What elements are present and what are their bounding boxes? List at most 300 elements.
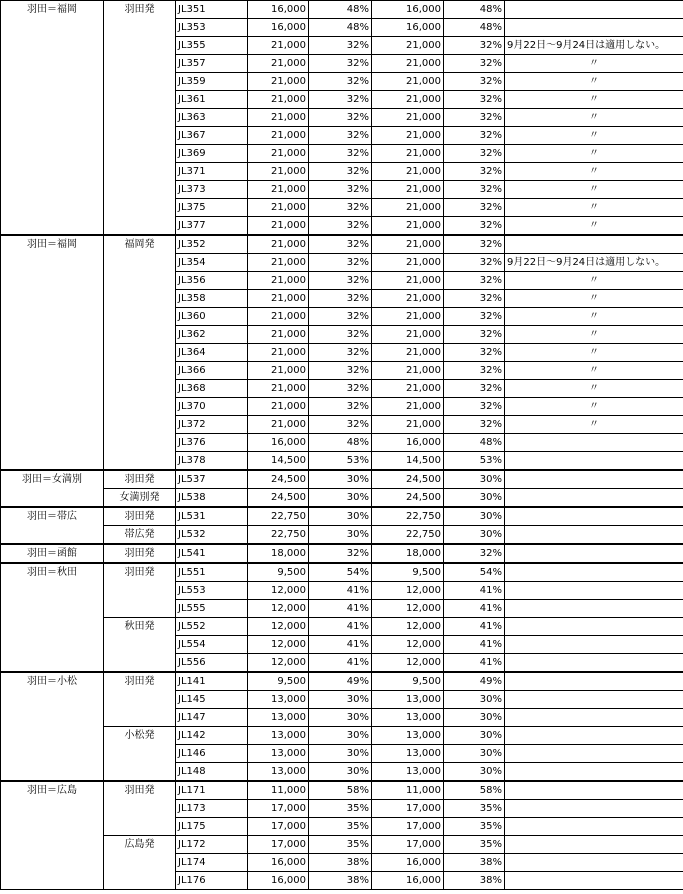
fare-cell: 17,000 [248, 836, 309, 854]
discount-rate-cell: 48% [309, 19, 372, 37]
discount-rate-cell: 32% [444, 199, 505, 217]
fare-cell: 21,000 [248, 217, 309, 236]
fare-cell: 21,000 [248, 416, 309, 434]
fare-cell: 21,000 [372, 272, 444, 290]
fare-cell: 21,000 [248, 55, 309, 73]
fare-cell: 21,000 [248, 235, 309, 254]
route-cell: 羽田＝秋田 [1, 563, 104, 672]
discount-rate-cell: 30% [309, 709, 372, 727]
flight-number-cell: JL551 [176, 563, 248, 582]
note-cell: 〃 [505, 199, 683, 217]
route-cell: 羽田＝女満別 [1, 470, 104, 507]
fare-cell: 21,000 [372, 127, 444, 145]
fare-cell: 16,000 [372, 1, 444, 19]
fare-cell: 24,500 [248, 489, 309, 508]
note-cell: 〃 [505, 109, 683, 127]
flight-number-cell: JL552 [176, 618, 248, 636]
fare-cell: 21,000 [372, 109, 444, 127]
discount-rate-cell: 48% [444, 19, 505, 37]
flight-number-cell: JL553 [176, 582, 248, 600]
discount-rate-cell: 32% [309, 544, 372, 563]
fare-cell: 13,000 [248, 745, 309, 763]
discount-rate-cell: 41% [309, 636, 372, 654]
discount-rate-cell: 32% [444, 145, 505, 163]
discount-rate-cell: 32% [444, 272, 505, 290]
fare-cell: 13,000 [248, 727, 309, 745]
note-cell: 〃 [505, 326, 683, 344]
discount-rate-cell: 32% [309, 290, 372, 308]
note-cell [505, 1, 683, 19]
note-cell [505, 600, 683, 618]
fare-cell: 17,000 [248, 800, 309, 818]
route-cell: 羽田＝福岡 [1, 1, 104, 236]
discount-rate-cell: 53% [309, 452, 372, 471]
discount-rate-cell: 48% [309, 1, 372, 19]
table-row [1, 544, 683, 563]
flight-number-cell: JL146 [176, 745, 248, 763]
discount-rate-cell: 32% [309, 398, 372, 416]
note-cell [505, 489, 683, 508]
fare-cell: 22,750 [372, 507, 444, 526]
note-cell: 〃 [505, 308, 683, 326]
route-cell: 羽田＝帯広 [1, 507, 104, 544]
fare-cell: 18,000 [372, 544, 444, 563]
fare-cell: 21,000 [248, 127, 309, 145]
fare-cell: 21,000 [372, 163, 444, 181]
discount-rate-cell: 32% [444, 380, 505, 398]
note-cell [505, 582, 683, 600]
fare-cell: 21,000 [372, 326, 444, 344]
fare-cell: 13,000 [372, 727, 444, 745]
flight-number-cell: JL142 [176, 727, 248, 745]
flight-number-cell: JL175 [176, 818, 248, 836]
flight-number-cell: JL173 [176, 800, 248, 818]
discount-rate-cell: 30% [444, 526, 505, 545]
discount-rate-cell: 32% [444, 254, 505, 272]
fare-cell: 21,000 [372, 199, 444, 217]
fare-cell: 21,000 [248, 272, 309, 290]
discount-rate-cell: 32% [309, 109, 372, 127]
note-cell [505, 618, 683, 636]
fare-cell: 11,000 [372, 781, 444, 800]
note-cell: 9月22日～9月24日は適用しない。 [505, 254, 683, 272]
flight-number-cell: JL352 [176, 235, 248, 254]
discount-rate-cell: 32% [309, 217, 372, 236]
flight-number-cell: JL370 [176, 398, 248, 416]
flight-number-cell: JL371 [176, 163, 248, 181]
fare-cell: 16,000 [248, 1, 309, 19]
discount-rate-cell: 41% [444, 582, 505, 600]
flight-number-cell: JL145 [176, 691, 248, 709]
direction-cell: 福岡発 [104, 235, 176, 470]
discount-rate-cell: 58% [444, 781, 505, 800]
fare-cell: 16,000 [372, 854, 444, 872]
fare-cell: 21,000 [372, 73, 444, 91]
note-cell [505, 818, 683, 836]
direction-cell: 秋田発 [104, 618, 176, 673]
fare-cell: 21,000 [372, 254, 444, 272]
discount-rate-cell: 32% [444, 127, 505, 145]
fare-cell: 12,000 [248, 600, 309, 618]
fare-cell: 21,000 [372, 344, 444, 362]
fare-cell: 9,500 [248, 672, 309, 691]
flight-number-cell: JL356 [176, 272, 248, 290]
table-row [1, 781, 683, 800]
fare-cell: 21,000 [248, 398, 309, 416]
discount-rate-cell: 32% [309, 416, 372, 434]
discount-rate-cell: 32% [444, 544, 505, 563]
fare-cell: 21,000 [248, 73, 309, 91]
fare-cell: 21,000 [248, 308, 309, 326]
flight-number-cell: JL359 [176, 73, 248, 91]
route-cell: 羽田＝小松 [1, 672, 104, 781]
discount-rate-cell: 30% [309, 507, 372, 526]
note-cell [505, 836, 683, 854]
note-cell: 〃 [505, 416, 683, 434]
discount-rate-cell: 32% [444, 362, 505, 380]
note-cell: 〃 [505, 344, 683, 362]
discount-rate-cell: 32% [309, 380, 372, 398]
flight-number-cell: JL361 [176, 91, 248, 109]
flight-number-cell: JL377 [176, 217, 248, 236]
discount-rate-cell: 49% [309, 672, 372, 691]
table-row [1, 526, 683, 545]
fare-cell: 12,000 [372, 618, 444, 636]
discount-rate-cell: 30% [309, 470, 372, 489]
fare-cell: 21,000 [372, 362, 444, 380]
table-row [1, 836, 683, 854]
flight-number-cell: JL369 [176, 145, 248, 163]
discount-rate-cell: 32% [444, 109, 505, 127]
fare-cell: 21,000 [372, 217, 444, 236]
direction-cell: 広島発 [104, 836, 176, 890]
discount-rate-cell: 32% [444, 73, 505, 91]
flight-number-cell: JL554 [176, 636, 248, 654]
note-cell [505, 544, 683, 563]
discount-rate-cell: 38% [444, 872, 505, 890]
discount-rate-cell: 32% [309, 163, 372, 181]
discount-rate-cell: 32% [309, 272, 372, 290]
discount-rate-cell: 41% [444, 618, 505, 636]
note-cell: 〃 [505, 163, 683, 181]
discount-rate-cell: 32% [309, 308, 372, 326]
fare-cell: 16,000 [248, 854, 309, 872]
flight-number-cell: JL555 [176, 600, 248, 618]
fare-cell: 21,000 [248, 254, 309, 272]
fare-cell: 13,000 [372, 709, 444, 727]
flight-number-cell: JL353 [176, 19, 248, 37]
table-row [1, 470, 683, 489]
note-cell [505, 654, 683, 673]
note-cell [505, 672, 683, 691]
discount-rate-cell: 48% [444, 434, 505, 452]
discount-rate-cell: 32% [309, 181, 372, 199]
note-cell: 〃 [505, 272, 683, 290]
fare-table-body [1, 1, 683, 890]
flight-number-cell: JL141 [176, 672, 248, 691]
fare-cell: 21,000 [248, 362, 309, 380]
flight-number-cell: JL357 [176, 55, 248, 73]
discount-rate-cell: 41% [444, 636, 505, 654]
fare-cell: 21,000 [248, 199, 309, 217]
note-cell: 〃 [505, 181, 683, 199]
fare-cell: 13,000 [372, 763, 444, 782]
note-cell [505, 727, 683, 745]
discount-rate-cell: 32% [444, 37, 505, 55]
discount-rate-cell: 58% [309, 781, 372, 800]
discount-rate-cell: 32% [444, 308, 505, 326]
note-cell: 〃 [505, 55, 683, 73]
fare-cell: 21,000 [248, 163, 309, 181]
flight-number-cell: JL148 [176, 763, 248, 782]
discount-rate-cell: 32% [309, 254, 372, 272]
flight-number-cell: JL363 [176, 109, 248, 127]
discount-rate-cell: 32% [309, 235, 372, 254]
fare-cell: 17,000 [372, 800, 444, 818]
discount-rate-cell: 30% [444, 507, 505, 526]
note-cell [505, 854, 683, 872]
discount-rate-cell: 30% [309, 763, 372, 782]
note-cell: 〃 [505, 145, 683, 163]
flight-number-cell: JL373 [176, 181, 248, 199]
fare-cell: 21,000 [372, 145, 444, 163]
discount-rate-cell: 32% [444, 181, 505, 199]
discount-rate-cell: 53% [444, 452, 505, 471]
flight-number-cell: JL147 [176, 709, 248, 727]
fare-cell: 21,000 [248, 326, 309, 344]
note-cell: 〃 [505, 290, 683, 308]
direction-cell: 女満別発 [104, 489, 176, 508]
discount-rate-cell: 41% [309, 618, 372, 636]
discount-rate-cell: 41% [309, 654, 372, 673]
fare-cell: 9,500 [372, 563, 444, 582]
fare-cell: 13,000 [372, 691, 444, 709]
flight-number-cell: JL171 [176, 781, 248, 800]
discount-rate-cell: 30% [444, 763, 505, 782]
fare-cell: 16,000 [372, 434, 444, 452]
flight-number-cell: JL351 [176, 1, 248, 19]
discount-rate-cell: 35% [309, 818, 372, 836]
flight-number-cell: JL376 [176, 434, 248, 452]
discount-rate-cell: 30% [444, 727, 505, 745]
fare-cell: 21,000 [372, 91, 444, 109]
discount-rate-cell: 32% [309, 91, 372, 109]
fare-cell: 21,000 [248, 181, 309, 199]
fare-cell: 22,750 [372, 526, 444, 545]
discount-rate-cell: 32% [309, 127, 372, 145]
fare-cell: 12,000 [248, 582, 309, 600]
flight-number-cell: JL364 [176, 344, 248, 362]
route-cell: 羽田＝函館 [1, 544, 104, 563]
direction-cell: 小松発 [104, 727, 176, 782]
discount-rate-cell: 38% [309, 872, 372, 890]
note-cell [505, 470, 683, 489]
note-cell [505, 452, 683, 471]
fare-cell: 21,000 [248, 145, 309, 163]
discount-rate-cell: 32% [444, 55, 505, 73]
fare-cell: 24,500 [372, 489, 444, 508]
fare-cell: 21,000 [372, 380, 444, 398]
discount-rate-cell: 30% [444, 489, 505, 508]
fare-cell: 22,750 [248, 507, 309, 526]
direction-cell: 羽田発 [104, 1, 176, 236]
discount-rate-cell: 35% [309, 836, 372, 854]
flight-number-cell: JL367 [176, 127, 248, 145]
fare-cell: 21,000 [372, 37, 444, 55]
fare-cell: 21,000 [248, 91, 309, 109]
discount-rate-cell: 48% [444, 1, 505, 19]
discount-rate-cell: 30% [444, 691, 505, 709]
flight-number-cell: JL531 [176, 507, 248, 526]
flight-number-cell: JL532 [176, 526, 248, 545]
fare-cell: 21,000 [248, 290, 309, 308]
flight-number-cell: JL541 [176, 544, 248, 563]
note-cell [505, 507, 683, 526]
note-cell: 9月22日～9月24日は適用しない。 [505, 37, 683, 55]
fare-cell: 21,000 [372, 181, 444, 199]
fare-cell: 14,500 [372, 452, 444, 471]
table-row [1, 507, 683, 526]
fare-cell: 13,000 [372, 745, 444, 763]
note-cell [505, 235, 683, 254]
discount-rate-cell: 30% [444, 470, 505, 489]
discount-rate-cell: 38% [444, 854, 505, 872]
fare-cell: 13,000 [248, 709, 309, 727]
discount-rate-cell: 30% [444, 745, 505, 763]
discount-rate-cell: 54% [444, 563, 505, 582]
discount-rate-cell: 48% [309, 434, 372, 452]
discount-rate-cell: 32% [309, 326, 372, 344]
discount-rate-cell: 35% [444, 818, 505, 836]
fare-cell: 16,000 [248, 19, 309, 37]
fare-cell: 13,000 [248, 691, 309, 709]
discount-rate-cell: 30% [309, 489, 372, 508]
table-row [1, 1, 683, 19]
direction-cell: 羽田発 [104, 470, 176, 489]
fare-cell: 16,000 [372, 19, 444, 37]
fare-cell: 12,000 [248, 654, 309, 673]
flight-number-cell: JL368 [176, 380, 248, 398]
discount-rate-cell: 35% [309, 800, 372, 818]
fare-cell: 21,000 [372, 290, 444, 308]
discount-rate-cell: 32% [309, 73, 372, 91]
discount-rate-cell: 41% [444, 600, 505, 618]
note-cell: 〃 [505, 380, 683, 398]
discount-rate-cell: 38% [309, 854, 372, 872]
discount-rate-cell: 32% [309, 55, 372, 73]
discount-rate-cell: 32% [444, 290, 505, 308]
flight-number-cell: JL172 [176, 836, 248, 854]
fare-cell: 21,000 [248, 109, 309, 127]
note-cell: 〃 [505, 217, 683, 236]
fare-cell: 21,000 [248, 37, 309, 55]
discount-rate-cell: 41% [309, 600, 372, 618]
flight-number-cell: JL372 [176, 416, 248, 434]
discount-rate-cell: 35% [444, 800, 505, 818]
fare-cell: 17,000 [372, 818, 444, 836]
direction-cell: 羽田発 [104, 507, 176, 526]
direction-cell: 羽田発 [104, 563, 176, 618]
note-cell [505, 872, 683, 890]
discount-rate-cell: 32% [444, 235, 505, 254]
fare-cell: 21,000 [372, 55, 444, 73]
direction-cell: 帯広発 [104, 526, 176, 545]
fare-cell: 17,000 [372, 836, 444, 854]
discount-rate-cell: 32% [444, 217, 505, 236]
route-cell: 羽田＝福岡 [1, 235, 104, 470]
fare-cell: 12,000 [372, 636, 444, 654]
note-cell [505, 745, 683, 763]
discount-rate-cell: 32% [309, 344, 372, 362]
note-cell [505, 636, 683, 654]
flight-number-cell: JL358 [176, 290, 248, 308]
table-row [1, 489, 683, 508]
note-cell [505, 434, 683, 452]
table-row [1, 563, 683, 582]
fare-cell: 9,500 [372, 672, 444, 691]
discount-rate-cell: 49% [444, 672, 505, 691]
fare-cell: 21,000 [248, 380, 309, 398]
direction-cell: 羽田発 [104, 781, 176, 836]
discount-rate-cell: 32% [444, 163, 505, 181]
note-cell [505, 563, 683, 582]
flight-number-cell: JL174 [176, 854, 248, 872]
discount-rate-cell: 30% [309, 691, 372, 709]
note-cell [505, 691, 683, 709]
flight-number-cell: JL360 [176, 308, 248, 326]
fare-cell: 16,000 [372, 872, 444, 890]
note-cell: 〃 [505, 398, 683, 416]
fare-cell: 16,000 [248, 872, 309, 890]
fare-cell: 11,000 [248, 781, 309, 800]
flight-number-cell: JL366 [176, 362, 248, 380]
discount-rate-cell: 32% [309, 362, 372, 380]
discount-rate-cell: 32% [309, 199, 372, 217]
discount-rate-cell: 32% [444, 398, 505, 416]
fare-cell: 24,500 [248, 470, 309, 489]
fare-cell: 22,750 [248, 526, 309, 545]
fare-cell: 21,000 [372, 235, 444, 254]
note-cell: 〃 [505, 73, 683, 91]
discount-rate-cell: 32% [444, 344, 505, 362]
note-cell [505, 781, 683, 800]
fare-cell: 14,500 [248, 452, 309, 471]
flight-number-cell: JL362 [176, 326, 248, 344]
flight-number-cell: JL378 [176, 452, 248, 471]
fare-cell: 12,000 [372, 600, 444, 618]
discount-rate-cell: 41% [309, 582, 372, 600]
direction-cell: 羽田発 [104, 544, 176, 563]
table-row [1, 235, 683, 254]
discount-rate-cell: 54% [309, 563, 372, 582]
note-cell [505, 763, 683, 782]
fare-cell: 21,000 [372, 308, 444, 326]
table-row [1, 672, 683, 691]
discount-rate-cell: 32% [309, 37, 372, 55]
table-row [1, 618, 683, 636]
fare-cell: 24,500 [372, 470, 444, 489]
flight-number-cell: JL176 [176, 872, 248, 890]
discount-rate-cell: 32% [444, 326, 505, 344]
fare-cell: 17,000 [248, 818, 309, 836]
flight-number-cell: JL556 [176, 654, 248, 673]
discount-rate-cell: 30% [309, 745, 372, 763]
fare-cell: 12,000 [372, 654, 444, 673]
fare-cell: 12,000 [372, 582, 444, 600]
fare-cell: 12,000 [248, 618, 309, 636]
discount-rate-cell: 32% [444, 416, 505, 434]
flight-number-cell: JL538 [176, 489, 248, 508]
